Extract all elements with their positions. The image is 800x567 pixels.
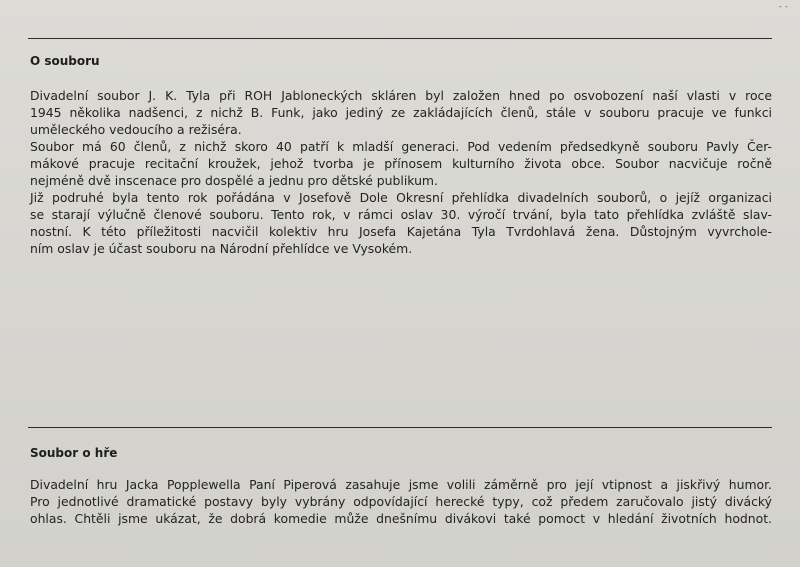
text-line: nejméně dvě inscenace pro dospělé a jednu pro dětské publikum. [30,173,438,188]
text-line: ohlas. Chtěli jsme ukázat, že dobrá komedie může dnešnímu divákovi také pomoct v hledání životních hodnot. [30,511,772,526]
corner-mark: - - [778,2,788,12]
section-body-soubor-o-hre [30,476,772,527]
text-line: 1945 několika nadšenci, z nichž B. Funk, jako jediný ze zakládajících členů, stále v souboru pracuje ve funkci [30,105,772,120]
section-heading-soubor-o-hre: Soubor o hře [30,446,118,460]
text-line: Soubor má 60 členů, z nichž skoro 40 patří k mladší generaci. Pod vedením předsedkyně souboru Pavly Čer- [30,139,772,154]
text-line: uměleckého vedoucího a režiséra. [30,122,242,137]
middle-divider [28,427,772,428]
text-line: mákové pracuje recitační kroužek, jehož tvorba je přínosem kulturního života obce. Soubor nacvičuje ročně [30,156,772,171]
text-line: Divadelní soubor J. K. Tyla při ROH Jabloneckých skláren byl založen hned po osvobození naší vlasti v roce [30,88,772,103]
text-line: Divadelní hru Jacka Popplewella Paní Piperová zasahuje jsme volili záměrně pro její vtipnost a jiskřivý humor. [30,477,772,492]
text-line: Pro jednotlivé dramatické postavy byly vybrány odpovídající herecké typy, což předem zaručovalo jistý divácký [30,494,772,509]
text-line: se starají výlučně členové souboru. Tento rok, v rámci oslav 30. výročí trvání, byla tato přehlídka zvláště slav- [30,207,772,222]
text-line: Již podruhé byla tento rok pořádána v Josefově Dole Okresní přehlídka divadelních souborů, o jejíž organizaci [30,190,772,205]
text-line: ním oslav je účast souboru na Národní přehlídce ve Vysokém. [30,241,413,256]
section-heading-o-souboru: O souboru [30,54,100,68]
section-body-o-souboru [30,87,772,257]
top-divider [28,38,772,39]
text-line: nostní. K této příležitosti nacvičil kolektiv hru Josefa Kajetána Tyla Tvrdohlavá žena. Důstojným vyvrchole- [30,224,772,239]
